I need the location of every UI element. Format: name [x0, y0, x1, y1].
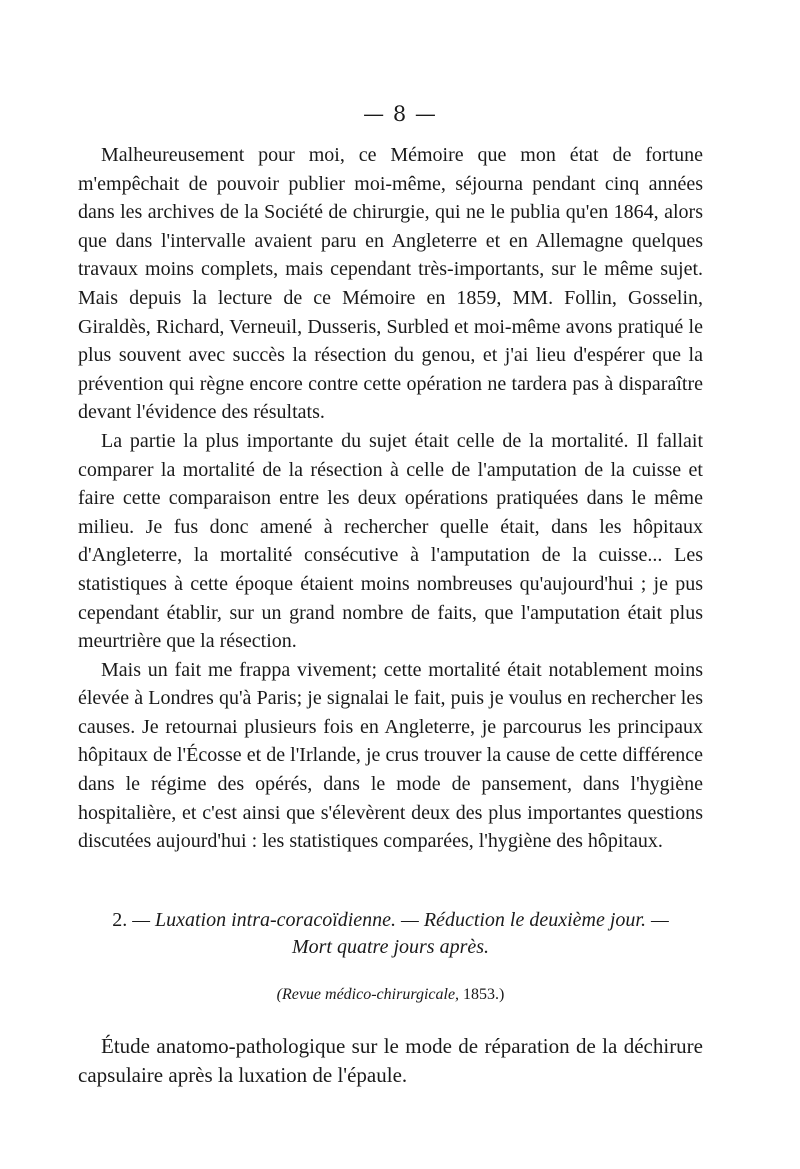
- citation-year: 1853.): [463, 986, 505, 1003]
- page-number: — 8 —: [363, 102, 437, 126]
- paragraph-3: Mais un fait me frappa vivement; cette mortalité était notablement moins élevée à Londres qu'à Paris; je signalai le fait, puis je voulus en rechercher les causes. Je retournai plusieurs fois en Angleterre, je parcourus les principaux hôpitaux de l'Écosse et de l'Irlande, je crus trouver la cause de cette différence dans le régime des opérés, dans le mode de pansement, dans l'hygiène hospitalière, et c'est ainsi que s'élevèrent deux des plus importantes questions discutées aujourd'hui : les statistiques comparées, l'hygiène des hôpitaux.: [78, 658, 703, 853]
- section-title-line-1: — Luxation intra-coracoïdienne. — Réduction le deuxième jour. —: [132, 909, 669, 931]
- body-text: [78, 141, 703, 856]
- section-title-line-2: Mort quatre jours après.: [291, 936, 490, 958]
- section-heading: [78, 907, 703, 961]
- paragraph-2: La partie la plus importante du sujet était celle de la mortalité. Il fallait comparer la mortalité de la résection à celle de l'amputation de la cuisse et faire cette comparaison entre les deux opérations pratiquées dans le même milieu. Je fus donc amené à rechercher quelle était, dans les hôpitaux d'Angleterre, la mortalité consécutive à l'amputation de la cuisse... Les statistiques à cette époque étaient moins nombreuses qu'aujourd'hui ; je pus cependant établir, sur un grand nombre de faits, que l'amputation était plus meurtrière que la résection.: [78, 429, 703, 653]
- section-summary: Étude anatomo-pathologique sur le mode de réparation de la déchirure capsulaire après la luxation de l'épaule.: [78, 1034, 703, 1087]
- paragraph-1: Malheureusement pour moi, ce Mémoire que mon état de fortune m'empêchait de pouvoir publier moi-même, séjourna pendant cinq années dans les archives de la Société de chirurgie, qui ne le publia qu'en 1864, alors que dans l'intervalle avaient paru en Angleterre et en Allemagne quelques travaux moins complets, mais cependant très-importants, sur le même sujet. Mais depuis la lecture de ce Mémoire en 1859, MM. Follin, Gosselin, Giraldès, Richard, Verneuil, Dusseris, Surbled et moi-même avons pratiqué le plus souvent avec succès la résection du genou, et j'ai lieu d'espérer que la prévention qui règne encore contre cette opération ne tardera pas à disparaître devant l'évidence des résultats.: [78, 144, 703, 424]
- citation-journal: (Revue médico-chirurgicale,: [276, 986, 460, 1003]
- citation: [78, 986, 703, 1004]
- section-number: 2.: [112, 909, 128, 931]
